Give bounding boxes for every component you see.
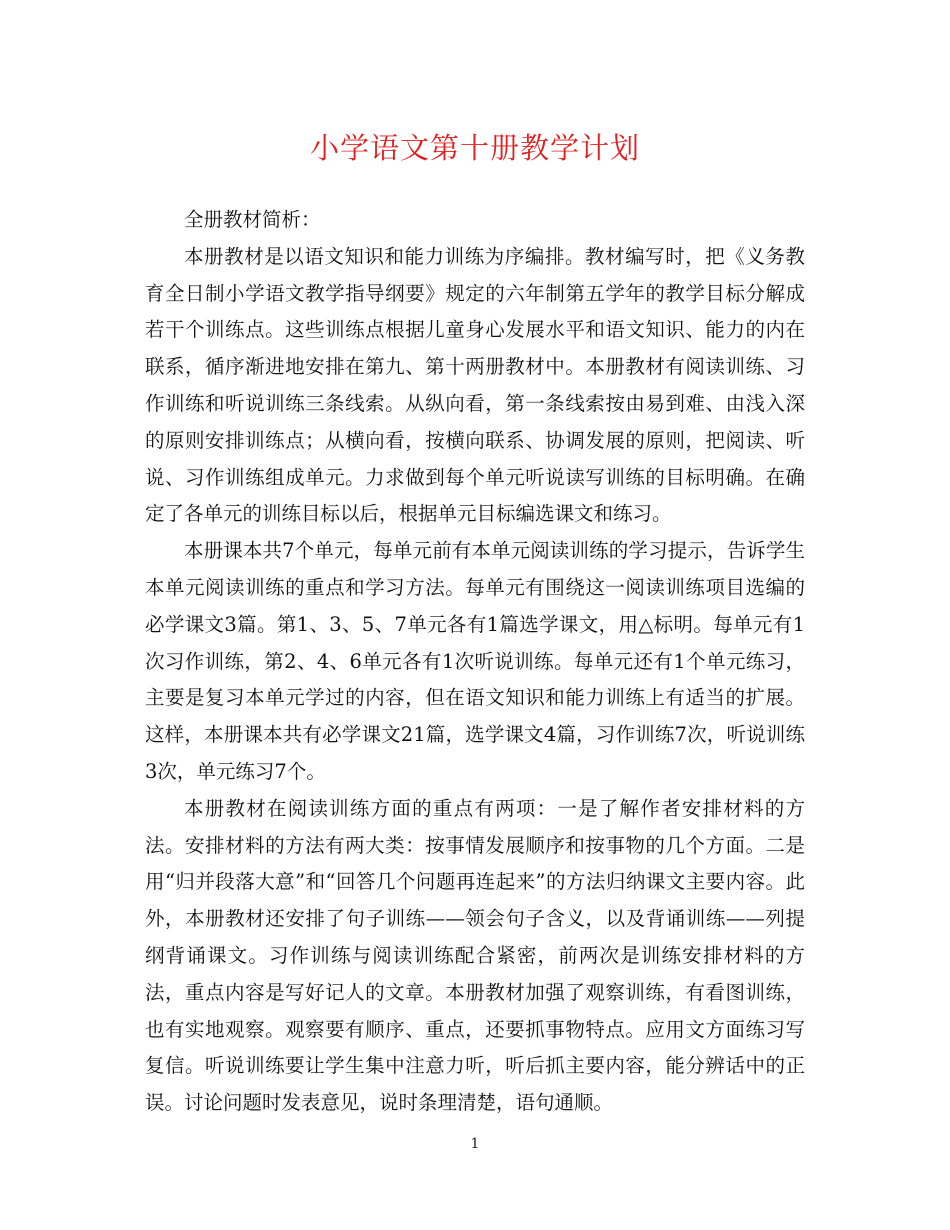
- paragraph: 本册教材在阅读训练方面的重点有两项：一是了解作者安排材料的方法。安排材料的方法有两大类：按事情发展顺序和按事物的几个方面。二是用“归并段落大意”和“回答几个问题再连起来”的方法归纳课文主要内容。此外，本册教材还安排了句子训练——领会句子含义，以及背诵训练——列提纲背诵课文。习作训练与阅读训练配合紧密，前两次是训练安排材料的方法，重点内容是写好记人的文章。本册教材加强了观察训练，有看图训练，也有实地观察。观察要有顺序、重点，还要抓事物特点。应用文方面练习写复信。听说训练要让学生集中注意力听，听后抓主要内容，能分辨话中的正误。讨论问题时发表意见，说时条理清楚，语句通顺。: [145, 796, 805, 1115]
- document-title: 小学语文第十册教学计划: [309, 131, 640, 165]
- section-heading: 全册教材简析：: [184, 208, 321, 231]
- document-body: [145, 202, 805, 1122]
- paragraph: 本册课本共7个单元，每单元前有本单元阅读训练的学习提示，告诉学生本单元阅读训练的重点和学习方法。每单元有围绕这一阅读训练项目选编的必学课文3篇。第1、3、5、7单元各有1篇选学课文，用△标明。每单元有1次习作训练，第2、4、6单元各有1次听说训练。每单元还有1个单元练习，主要是复习本单元学过的内容，但在语文知识和能力训练上有适当的扩展。这样，本册课本共有必学课文21篇，选学课文4篇，习作训练7次，听说训练3次，单元练习7个。: [145, 539, 805, 783]
- paragraph: 本册教材是以语文知识和能力训练为序编排。教材编写时，把《义务教育全日制小学语文教学指导纲要》规定的六年制第五学年的教学目标分解成若干个训练点。这些训练点根据儿童身心发展水平和语文知识、能力的内在联系，循序渐进地安排在第九、第十两册教材中。本册教材有阅读训练、习作训练和听说训练三条线索。从纵向看，第一条线索按由易到难、由浅入深的原则安排训练点；从横向看，按横向联系、协调发展的原则，把阅读、听说、习作训练组成单元。力求做到每个单元听说读写训练的目标明确。在确定了各单元的训练目标以后，根据单元目标编选课文和练习。: [145, 244, 805, 526]
- page-number: 1: [470, 1136, 480, 1152]
